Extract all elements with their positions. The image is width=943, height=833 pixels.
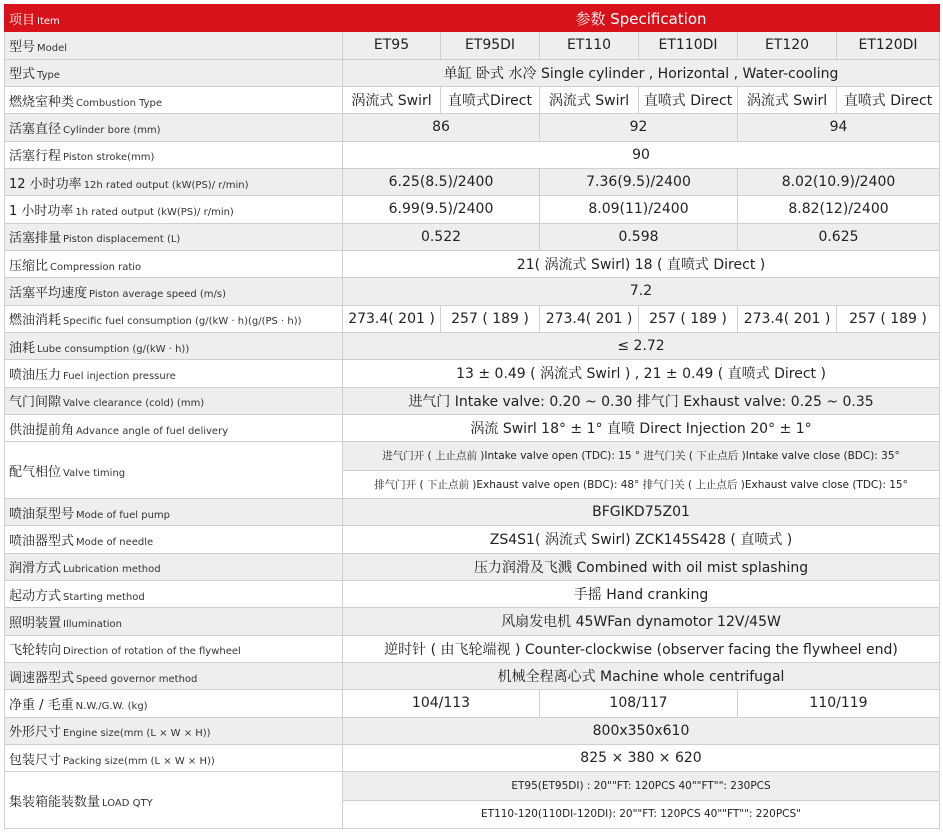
compression-value: 21( 涡流式 Swirl) 18 ( 直喷式 Direct )	[343, 250, 940, 277]
row-starting	[5, 580, 940, 607]
label-valve-clearance: 气门间隙 Valve clearance (cold) (mm)	[5, 387, 343, 414]
load-qty-et95: ET95(ET95DI) : 20""FT: 120PCS 40""FT"": 230PCS	[343, 772, 940, 800]
rotation-value: 逆时针 ( 由飞轮端视 ) Counter-clockwise (observer facing the flywheel end)	[343, 635, 940, 662]
bore-cell: 92	[540, 114, 738, 141]
output-12h-cell: 8.02(10.9)/2400	[738, 168, 940, 195]
label-type: 型式 Type	[5, 59, 343, 86]
label-lubrication: 润滑方式 Lubrication method	[5, 553, 343, 580]
label-model: 型号 Model	[5, 32, 343, 59]
model-cell: ET95DI	[441, 32, 540, 59]
valve-timing-exhaust: 排气门开 ( 下止点前 )Exhaust valve open (BDC): 48° 排气门关 ( 上止点后 )Exhaust valve close (TDC): 15°	[343, 470, 940, 498]
row-load-qty	[5, 772, 940, 800]
fuel-cell: 257 ( 189 )	[837, 305, 940, 332]
label-speed: 活塞平均速度 Piston average speed (m/s)	[5, 278, 343, 305]
row-fuel-pump	[5, 498, 940, 525]
row-output-12h	[5, 168, 940, 195]
label-starting: 起动方式 Starting method	[5, 580, 343, 607]
displacement-cell: 0.625	[738, 223, 940, 250]
fuel-pump-value: BFGIKD75Z01	[343, 498, 940, 525]
load-qty-et110-120: ET110-120(110DI-120DI): 20""FT: 120PCS 40""FT"": 220PCS"	[343, 800, 940, 828]
packing-value: 825 × 380 × 620	[343, 744, 940, 771]
row-rotation	[5, 635, 940, 662]
label-injection: 喷油压力 Fuel injection pressure	[5, 360, 343, 387]
label-valve-timing: 配气相位 Valve timing	[5, 442, 343, 499]
weight-cell: 104/113	[343, 690, 540, 717]
injection-value: 13 ± 0.49 ( 涡流式 Swirl ) , 21 ± 0.49 ( 直喷式 Direct )	[343, 360, 940, 387]
combustion-cell: 涡流式 Swirl	[540, 86, 639, 113]
label-engine-size: 外形尺寸 Engine size(mm (L × W × H))	[5, 717, 343, 744]
label-output-12h: 12 小时功率 12h rated output (kW(PS)/ r/min)	[5, 168, 343, 195]
valve-clearance-value: 进气门 Intake valve: 0.20 ~ 0.30 排气门 Exhaust valve: 0.25 ~ 0.35	[343, 387, 940, 414]
lube-value: ≤ 2.72	[343, 332, 940, 359]
row-injection	[5, 360, 940, 387]
row-displacement	[5, 223, 940, 250]
label-bore: 活塞直径 Cylinder bore (mm)	[5, 114, 343, 141]
row-lube	[5, 332, 940, 359]
label-rotation: 飞轮转向 Direction of rotation of the flywheel	[5, 635, 343, 662]
advance-value: 涡流 Swirl 18° ± 1° 直喷 Direct Injection 20° ± 1°	[343, 414, 940, 441]
row-packing	[5, 744, 940, 771]
output-12h-cell: 7.36(9.5)/2400	[540, 168, 738, 195]
row-governor	[5, 662, 940, 689]
model-cell: ET120DI	[837, 32, 940, 59]
combustion-cell: 涡流式 Swirl	[343, 86, 441, 113]
label-load-qty: 集装箱能装数量 LOAD QTY	[5, 772, 343, 829]
fuel-cell: 273.4( 201 )	[343, 305, 441, 332]
weight-cell: 110/119	[738, 690, 940, 717]
output-12h-cell: 6.25(8.5)/2400	[343, 168, 540, 195]
spec-table	[4, 4, 940, 829]
weight-cell: 108/117	[540, 690, 738, 717]
label-combustion: 燃烧室种类 Combustion Type	[5, 86, 343, 113]
label-weight: 净重 / 毛重 N.W./G.W. (kg)	[5, 690, 343, 717]
row-bore	[5, 114, 940, 141]
label-packing: 包装尺寸 Packing size(mm (L × W × H))	[5, 744, 343, 771]
illumination-value: 风扇发电机 45WFan dynamotor 12V/45W	[343, 608, 940, 635]
combustion-cell: 直喷式Direct	[441, 86, 540, 113]
fuel-cell: 273.4( 201 )	[540, 305, 639, 332]
header-spec: 参数 Specification	[343, 5, 940, 32]
combustion-cell: 直喷式 Direct	[639, 86, 738, 113]
model-cell: ET95	[343, 32, 441, 59]
lubrication-value: 压力润滑及飞溅 Combined with oil mist splashing	[343, 553, 940, 580]
row-fuel	[5, 305, 940, 332]
bore-cell: 86	[343, 114, 540, 141]
row-valve-clearance	[5, 387, 940, 414]
label-illumination: 照明装置 Illumination	[5, 608, 343, 635]
type-value: 单缸 卧式 水冷 Single cylinder , Horizontal , Water-cooling	[343, 59, 940, 86]
row-needle	[5, 526, 940, 553]
fuel-cell: 257 ( 189 )	[441, 305, 540, 332]
label-displacement: 活塞排量 Piston displacement (L)	[5, 223, 343, 250]
speed-value: 7.2	[343, 278, 940, 305]
row-lubrication	[5, 553, 940, 580]
label-compression: 压缩比 Compression ratio	[5, 250, 343, 277]
label-output-1h: 1 小时功率 1h rated output (kW(PS)/ r/min)	[5, 196, 343, 223]
starting-value: 手摇 Hand cranking	[343, 580, 940, 607]
label-stroke: 活塞行程 Piston stroke(mm)	[5, 141, 343, 168]
combustion-cell: 涡流式 Swirl	[738, 86, 837, 113]
row-type	[5, 59, 940, 86]
row-stroke	[5, 141, 940, 168]
displacement-cell: 0.522	[343, 223, 540, 250]
fuel-cell: 257 ( 189 )	[639, 305, 738, 332]
model-cell: ET110	[540, 32, 639, 59]
bore-cell: 94	[738, 114, 940, 141]
needle-value: ZS4S1( 涡流式 Swirl) ZCK145S428 ( 直喷式 )	[343, 526, 940, 553]
fuel-cell: 273.4( 201 )	[738, 305, 837, 332]
row-output-1h	[5, 196, 940, 223]
label-lube: 油耗 Lube consumption (g/(kW · h))	[5, 332, 343, 359]
row-weight	[5, 690, 940, 717]
row-valve-timing	[5, 442, 940, 470]
header-row	[5, 5, 940, 32]
header-item: 项目 Item	[5, 5, 343, 32]
output-1h-cell: 6.99(9.5)/2400	[343, 196, 540, 223]
output-1h-cell: 8.09(11)/2400	[540, 196, 738, 223]
label-governor: 调速器型式 Speed governor method	[5, 662, 343, 689]
output-1h-cell: 8.82(12)/2400	[738, 196, 940, 223]
stroke-value: 90	[343, 141, 940, 168]
label-fuel-pump: 喷油泵型号 Mode of fuel pump	[5, 498, 343, 525]
row-model	[5, 32, 940, 59]
label-advance: 供油提前角 Advance angle of fuel delivery	[5, 414, 343, 441]
row-engine-size	[5, 717, 940, 744]
label-fuel: 燃油消耗 Specific fuel consumption (g/(kW · h)(g/(PS · h))	[5, 305, 343, 332]
valve-timing-intake: 进气门开 ( 上止点前 )Intake valve open (TDC): 15 ° 进气门关 ( 下止点后 )Intake valve close (BDC): 35°	[343, 442, 940, 470]
displacement-cell: 0.598	[540, 223, 738, 250]
row-advance	[5, 414, 940, 441]
engine-size-value: 800x350x610	[343, 717, 940, 744]
row-compression	[5, 250, 940, 277]
combustion-cell: 直喷式 Direct	[837, 86, 940, 113]
label-needle: 喷油器型式 Mode of needle	[5, 526, 343, 553]
model-cell: ET110DI	[639, 32, 738, 59]
row-combustion	[5, 86, 940, 113]
model-cell: ET120	[738, 32, 837, 59]
row-illumination	[5, 608, 940, 635]
row-speed	[5, 278, 940, 305]
governor-value: 机械全程离心式 Machine whole centrifugal	[343, 662, 940, 689]
